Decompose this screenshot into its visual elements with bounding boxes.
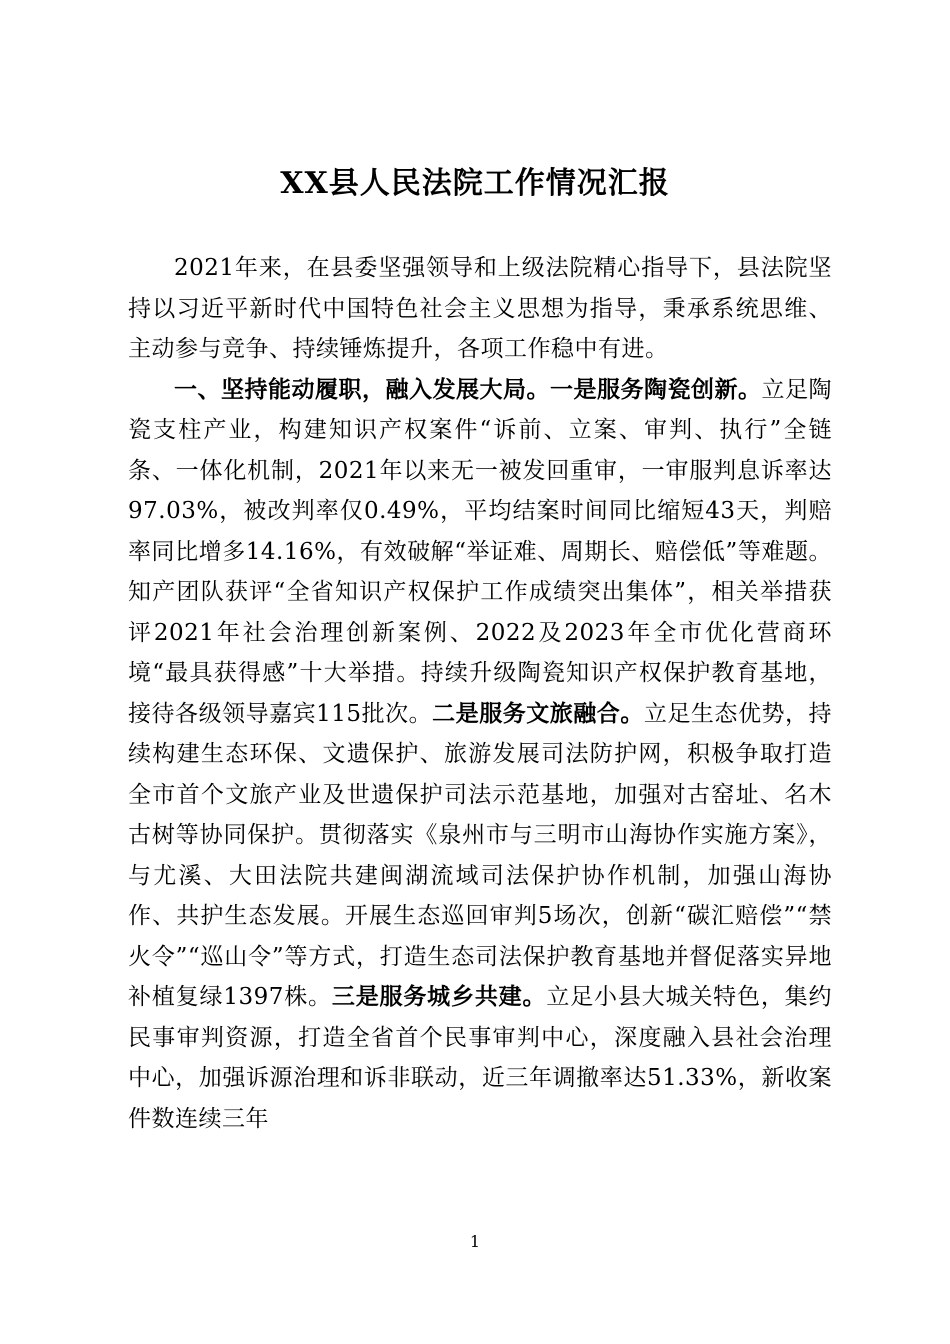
- section-1-heading: 一、坚持能动履职，融入发展大局。: [174, 375, 550, 403]
- sub-3-text: 立足小县大城关特色，集约民事审判资源，打造全省首个民事审判中心，深度融入县社会治理中心，加强诉源治理和诉非联动，近三年调撤率达51.33%，新收案件数连续三年: [128, 984, 832, 1132]
- sub-2-text: 立足生态优势，持续构建生态环保、文遗保护、旅游发展司法防护网，积极争取打造全市首个文旅产业及世遗保护司法示范基地，加强对古窑址、名木古树等协同保护。贯彻落实《泉州市与三明市山海协作实施方案》，与尤溪、大田法院共建闽湖流域司法保护协作机制，加强山海协作、共护生态发展。开展生态巡回审判5场次，创新“碳汇赔偿”“禁火令”“巡山令”等方式，打造生态司法保护教育基地并督促落实异地补植复绿1397株。: [128, 700, 833, 1010]
- sub-2-heading: 二是服务文旅融合。: [432, 699, 644, 727]
- document-title: XX县人民法院工作情况汇报: [280, 166, 670, 201]
- document-body: [128, 248, 832, 1139]
- intro-paragraph: 2021年来，在县委坚强领导和上级法院精心指导下，县法院坚持以习近平新时代中国特色社会主义思想为指导，秉承系统思维、主动参与竞争、持续锤炼提升，各项工作稳中有进。: [128, 255, 832, 362]
- sub-3-heading: 三是服务城乡共建。: [331, 983, 547, 1010]
- sub-1-heading: 一是服务陶瓷创新。: [550, 375, 762, 403]
- section-1-paragraph: [128, 370, 832, 1140]
- sub-1-text: 立足陶瓷支柱产业，构建知识产权案件“诉前、立案、审判、执行”全链条、一体化机制，2021年以来无一被发回重审，一审服判息诉率达97.03%，被改判率仅0.49%，平均结案时间同比缩短43天，判赔率同比增多14.16%，有效破解“举证难、周期长、赔偿低”等难题。知产团队获评“全省知识产权保护工作成绩突出集体”，相关举措获评2021年社会治理创新案例、2022及2023年全市优化营商环境“最具获得感”十大举措。持续升级陶瓷知识产权保护教育基地，接待各级领导嘉宾115批次。: [128, 376, 832, 727]
- page-number: 1: [469, 1232, 481, 1251]
